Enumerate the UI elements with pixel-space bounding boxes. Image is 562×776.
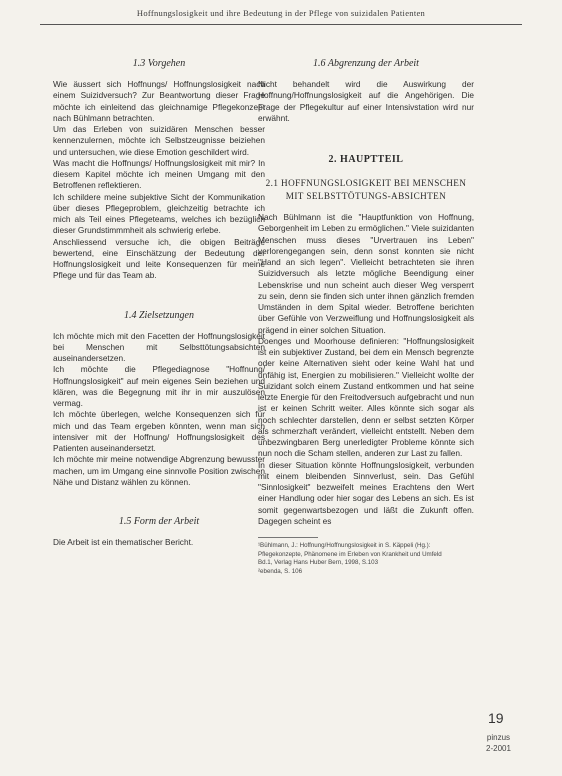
paragraph: Ich möchte mich mit den Facetten der Hoffnungslosigkeit bei Menschen mit Selbsttötungsabsichten auseinandersetzen. [53,330,265,363]
section-title-1-5: 1.5 Form der Arbeit [118,516,200,527]
chapter-title: 2. HAUPTTEIL [328,154,404,165]
journal-issue: 2-2001 [486,744,511,753]
section-title-1-3: 1.3 Vorgehen [132,58,186,69]
journal-info [486,732,511,754]
paragraph: Nicht behandelt wird die Auswirkung der Hoffnung/Hoffnungslosigkeit auf die Angehörigen. Die Frage der Pflegekultur auf einer Intensivstation wird nur erwähnt. [258,79,474,123]
right-column [258,52,474,576]
paragraph: Ich möchte die Pflegediagnose "Hoffnung/ Hoffnungslosigkeit" auf mein eigenes Sein beziehen und klären, was die Begegnung mit ihr in mir auszulösen vermag. [53,364,265,408]
paragraph: Die Arbeit ist ein thematischer Bericht. [53,537,194,547]
paragraph: Ich möchte überlegen, welche Konsequenzen sich für mich und das Team ergeben könnten, wenn man sich intensiver mit der Hoffnung/ Hoffnungslosigkeit des Patienten auseinandersetzt. [53,409,265,453]
running-header: Hoffnungslosigkeit und ihre Bedeutung in der Pflege von suizidalen Patienten [136,8,426,18]
paragraph: Ich möchte mir meine notwendige Abgrenzung bewusster machen, um im Umgang eine sinnvolle Position zwischen Nähe und Distanz wählen zu können. [53,454,265,487]
paragraph: Doenges und Moorhouse definieren: "Hoffnungslosigkeit ist ein subjektiver Zustand, bei dem ein Mensch begrenzte oder keine Alternativen sieht oder keine Wahl hat und unfähig ist, Energien zu mobilisieren." Vielleicht wollte der Suizidant solch einem Zustand entkommen und hat seine letzte Energie für den Freitodversuch aufgebracht und nun ist er keinen Schritt weiter. Alles könnte sich sogar als noch schlechter darstellen, denn er selbst setzten Körper als schmerzhaft verändert, vielleicht entstellt. Neben dem unbezwingbaren Berg unerledigter Probleme könnte sich nun noch die Scham stellen, anderen zur Last zu fallen. [258,335,474,459]
section-title-2-1: 2.1 HOFFNUNGSLOSIGKEIT BEI MENSCHEN MIT SELBSTTÖTUNGS-ABSICHTEN [265,178,467,201]
left-column [53,52,265,548]
paragraph: Nach Bühlmann ist die "Hauptfunktion von Hoffnung, Geborgenheit im Leben zu ermöglichen." Viele suizidanten Menschen muss dieses "Urvertrauen ins Leben" verlorengegangen sein, denn sonst konnten sie nicht "Hand an sich legen". Vielleicht betrachteten sie ihren Suizidversuch als letzte mögliche Beendigung einer Lebenskrise und nun scheint auch dieser Weg versperrt zu sein, denn sie finden sich unter ihnen gänzlich fremden Umständen in dem Spital wieder. Betroffene berichten über Gefühle von Verzweiflung und Hoffnungslosigkeit als prägend in einer solchen Situation. [258,212,474,335]
paragraph: Anschliessend versuche ich, die obigen Beiträge bewertend, eine Einschätzung der Bedeutung der Hoffnungslosigkeit und leite Konsequenzen für meine Pflege und für das Team ab. [53,236,265,281]
footnote-rule [258,537,318,538]
section-title-1-4: 1.4 Zielsetzungen [124,309,194,321]
journal-name: pinzus [486,733,511,742]
paragraph: Um das Erleben von suizidären Menschen besser kennenzulernen, möchte ich Selbstzeugnisse beiziehen und untersuchen, wie diese Emotion geschildert wird. [53,124,265,157]
paragraph: Wie äussert sich Hoffnungs/ Hoffnungslosigkeit nach einem Suizidversuch? Zur Beantwortung dieser Frage möchte ich einleitend das gleichnamige Pflegekonzept nach Bühlmann betrachten. [53,79,265,123]
footnote: ¹Bühlmann, J.: Hoffnung/Hoffnungslosigkeit in S. Käppeli (Hg.): Pflegekonzepte, Phänomene im Erleben von Krankheit und Umfeld Bd.1, Verlag Hans Huber Bern, 1998, S.103 ²ebenda, S. 106 [258,542,442,575]
paragraph: Ich schildere meine subjektive Sicht der Kommunikation über dieses Pflegeproblem, gleichzeitig betrachte ich mich als Teil eines Pflegeteams, welches ich bezüglich dieser Grundstimmmheit als schwierig erlebe. [53,191,265,236]
paragraph: In dieser Situation könnte Hoffnungslosigkeit, verbunden mit einem bleibenden Sinnverlust, sein. Das Gefühl "Sinnlosigkeit" bezweifelt meines Erachtens den Wert einer Handlung oder hier sogar des Lebens an sich. Es ist somit gegenwartsbezogen und läßt die Zukunft offen. Dagegen scheint es [258,459,474,526]
section-title-1-6: 1.6 Abgrenzung der Arbeit [313,58,419,69]
paragraph: Was macht die Hoffnungs/ Hoffnungslosigkeit mit mir? In diesem Kapitel möchte ich meinen Umgang mit den Betroffenen reflektieren. [53,157,265,191]
header-rule [40,24,522,25]
page-number: 19 [488,710,504,726]
